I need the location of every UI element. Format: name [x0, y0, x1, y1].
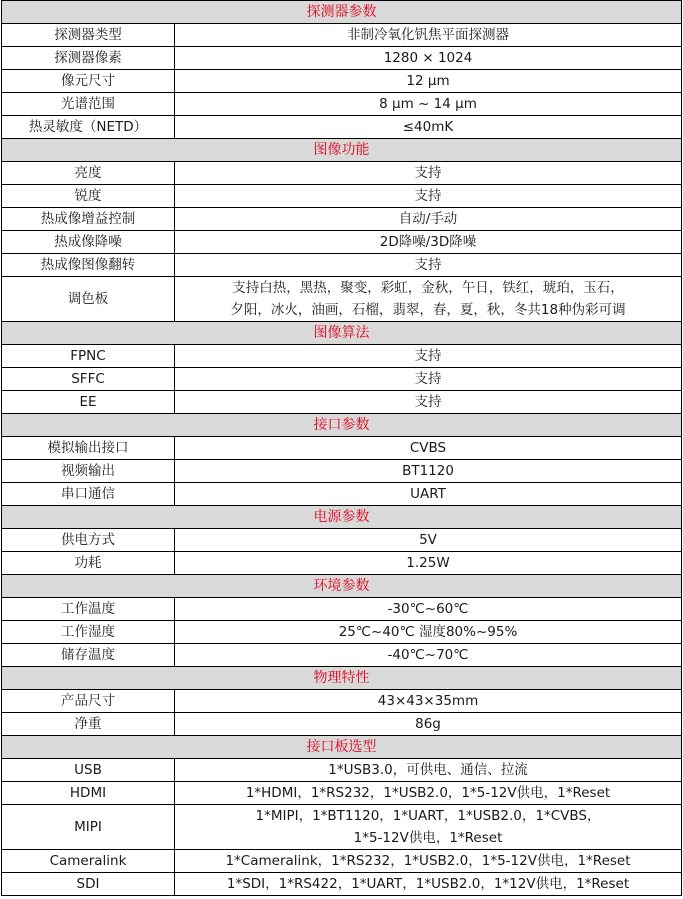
table-row [2, 552, 682, 575]
row-label: 视频输出 [2, 460, 175, 483]
row-value: 12 μm [175, 70, 682, 93]
section-header-environment: 环境参数 [2, 575, 682, 598]
table-row [2, 185, 682, 208]
value-line: 支持白热，黑热，聚变，彩虹，金秋，午日，铁红，琥珀，玉石， [232, 280, 624, 296]
table-row [2, 759, 682, 782]
section-header-image-functions: 图像功能 [2, 139, 682, 162]
row-label: SFFC [2, 368, 175, 391]
row-value: -30℃~60℃ [175, 598, 682, 621]
section-header-image-algorithms: 图像算法 [2, 322, 682, 345]
row-value: 1*USB3.0，可供电、通信、拉流 [175, 759, 682, 782]
row-label: 储存温度 [2, 644, 175, 667]
table-row [2, 805, 682, 850]
value-line: 1*5-12V供电，1*Reset [353, 830, 503, 846]
row-label: 锐度 [2, 185, 175, 208]
row-label: FPNC [2, 345, 175, 368]
row-value: 1*Cameralink，1*RS232，1*USB2.0，1*5-12V供电，1*Reset [175, 850, 682, 873]
row-value: 自动/手动 [175, 208, 682, 231]
row-value: -40℃~70℃ [175, 644, 682, 667]
table-row [2, 391, 682, 414]
row-value: 1280 × 1024 [175, 47, 682, 70]
section-header-detector: 探测器参数 [2, 1, 682, 24]
table-row [2, 277, 682, 322]
row-label: USB [2, 759, 175, 782]
row-label: 净重 [2, 713, 175, 736]
row-label: 热成像图像翻转 [2, 254, 175, 277]
row-label: 探测器类型 [2, 24, 175, 47]
table-row [2, 850, 682, 873]
row-label: 光谱范围 [2, 93, 175, 116]
row-label: 功耗 [2, 552, 175, 575]
row-value: CVBS [175, 437, 682, 460]
table-row [2, 162, 682, 185]
table-row [2, 690, 682, 713]
row-value: 支持 [175, 368, 682, 391]
row-label: 工作湿度 [2, 621, 175, 644]
row-value: ≤40mK [175, 116, 682, 139]
row-label: HDMI [2, 782, 175, 805]
table-row [2, 345, 682, 368]
table-row [2, 368, 682, 391]
row-value: 43×43×35mm [175, 690, 682, 713]
row-label: 模拟输出接口 [2, 437, 175, 460]
row-label: 供电方式 [2, 529, 175, 552]
row-value: 支持 [175, 162, 682, 185]
row-label: EE [2, 391, 175, 414]
table-row [2, 529, 682, 552]
row-value [175, 805, 682, 850]
table-row [2, 483, 682, 506]
section-header-interface: 接口参数 [2, 414, 682, 437]
section-header-interface-board: 接口板选型 [2, 736, 682, 759]
table-row [2, 873, 682, 896]
row-value: 25℃~40℃ 湿度80%~95% [175, 621, 682, 644]
row-label: 热成像降噪 [2, 231, 175, 254]
row-value: 2D降噪/3D降噪 [175, 231, 682, 254]
row-value: 1*SDI，1*RS422，1*UART，1*USB2.0，1*12V供电，1*Reset [175, 873, 682, 896]
row-label: 探测器像素 [2, 47, 175, 70]
section-header-power: 电源参数 [2, 506, 682, 529]
row-label: Cameralink [2, 850, 175, 873]
table-row [2, 93, 682, 116]
row-value: 86g [175, 713, 682, 736]
value-line: 夕阳，冰火，油画，石榴，翡翠，春，夏，秋，冬共18种伪彩可调 [230, 302, 626, 318]
table-row [2, 47, 682, 70]
row-label: 工作温度 [2, 598, 175, 621]
table-row [2, 70, 682, 93]
row-value: 支持 [175, 254, 682, 277]
table-row [2, 231, 682, 254]
row-value: 8 μm ~ 14 μm [175, 93, 682, 116]
row-value: 1*HDMI，1*RS232，1*USB2.0，1*5-12V供电，1*Reset [175, 782, 682, 805]
table-row [2, 713, 682, 736]
row-value: 支持 [175, 185, 682, 208]
table-row [2, 644, 682, 667]
row-label: SDI [2, 873, 175, 896]
row-value: 支持 [175, 391, 682, 414]
row-value: 5V [175, 529, 682, 552]
row-label: 热成像增益控制 [2, 208, 175, 231]
table-row [2, 116, 682, 139]
table-row [2, 460, 682, 483]
row-label: 像元尺寸 [2, 70, 175, 93]
table-row [2, 598, 682, 621]
row-label: MIPI [2, 805, 175, 850]
row-label: 产品尺寸 [2, 690, 175, 713]
row-label: 热灵敏度（NETD） [2, 116, 175, 139]
row-label: 亮度 [2, 162, 175, 185]
row-value: 非制冷氧化钒焦平面探测器 [175, 24, 682, 47]
row-value [175, 277, 682, 322]
row-value: BT1120 [175, 460, 682, 483]
value-line: 1*MIPI，1*BT1120，1*UART，1*USB2.0，1*CVBS， [255, 808, 601, 824]
row-value: 支持 [175, 345, 682, 368]
table-row [2, 24, 682, 47]
section-header-physical: 物理特性 [2, 667, 682, 690]
table-row [2, 254, 682, 277]
row-label: 调色板 [2, 277, 175, 322]
row-value: 1.25W [175, 552, 682, 575]
row-label: 串口通信 [2, 483, 175, 506]
table-row [2, 782, 682, 805]
table-row [2, 437, 682, 460]
spec-table [1, 0, 682, 896]
table-row [2, 208, 682, 231]
row-value: UART [175, 483, 682, 506]
table-row [2, 621, 682, 644]
